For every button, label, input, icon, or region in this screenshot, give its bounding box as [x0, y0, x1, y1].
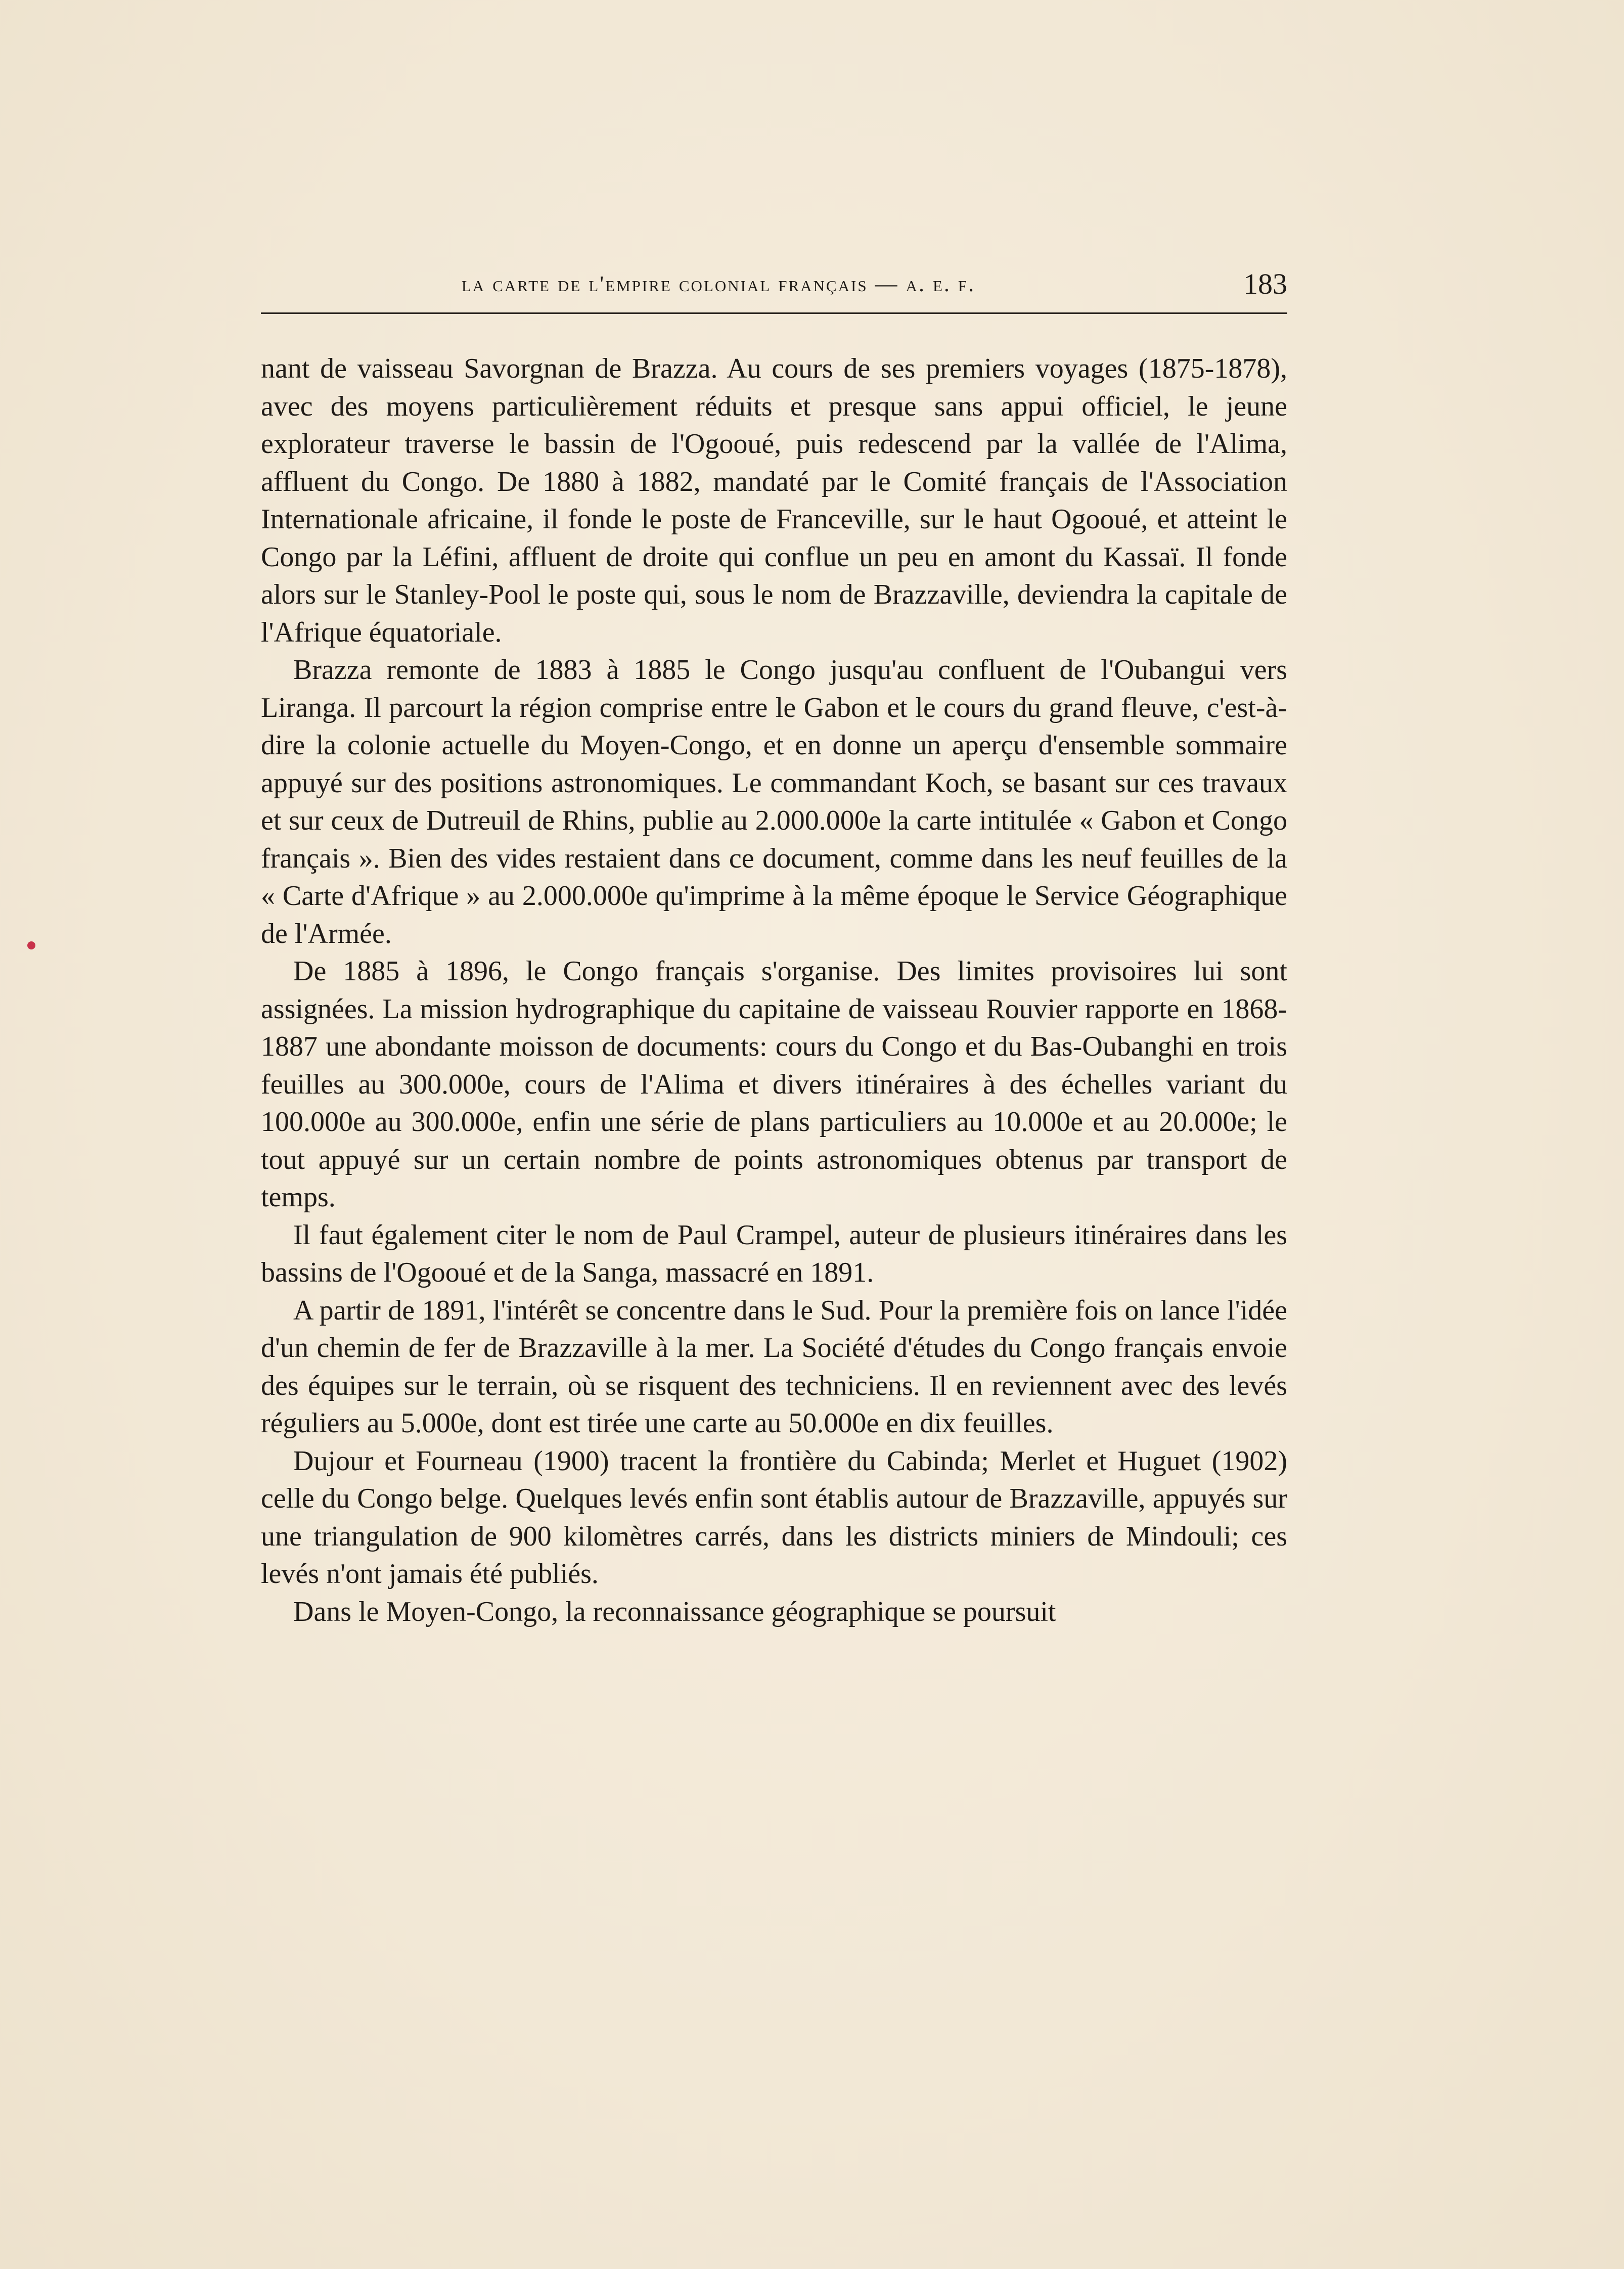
paragraph-1: nant de vaisseau Savorgnan de Brazza. Au cours de ses premiers voyages (1875-1878), avec des moyens particulièrement réduits et presque sans appui officiel, le jeune explorateur traverse le bassin de l'Ogooué, puis redescend par la vallée de l'Alima, affluent du Congo. De 1880 à 1882, mandaté par le Comité français de l'Association Internationale africaine, il fonde le poste de Franceville, sur le haut Ogooué, et atteint le Congo par la Léfini, affluent de droite qui conflue un peu en amont du Kassaï. Il fonde alors sur le Stanley-Pool le poste qui, sous le nom de Brazzaville, deviendra la capitale de l'Afrique équatoriale. — [261, 353, 1287, 648]
margin-dot-mark — [27, 941, 35, 949]
page-number: 183 — [1243, 267, 1287, 300]
paragraph-7: Dans le Moyen-Congo, la reconnaissance géographique se poursuit — [293, 1596, 1056, 1627]
page-header — [261, 267, 1287, 307]
paragraph-3: De 1885 à 1896, le Congo français s'organise. Des limites provisoires lui sont assignées. La mission hydrographique du capitaine de vaisseau Rouvier rapporte en 1868-1887 une abondante moisson de documents: cours du Congo et du Bas-Oubanghi en trois feuilles au 300.000e, cours de l'Alima et divers itinéraires à des échelles variant du 100.000e au 300.000e, enfin une série de plans particuliers au 10.000e et au 20.000e; le tout appuyé sur un certain nombre de points astronomiques obtenus par transport de temps. — [261, 956, 1287, 1213]
paragraph-6: Dujour et Fourneau (1900) tracent la frontière du Cabinda; Merlet et Huguet (1902) celle du Congo belge. Quelques levés enfin sont établis autour de Brazzaville, appuyés sur une triangulation de 900 kilomètres carrés, dans les districts miniers de Mindouli; ces levés n'ont jamais été publiés. — [261, 1445, 1287, 1590]
paragraph-2: Brazza remonte de 1883 à 1885 le Congo jusqu'au confluent de l'Oubangui vers Liranga. Il parcourt la région comprise entre le Gabon et le cours du grand fleuve, c'est-à-dire la colonie actuelle du Moyen-Congo, et en donne un aperçu d'ensemble sommaire appuyé sur des positions astronomiques. Le commandant Koch, se basant sur ces travaux et sur ceux de Dutreuil de Rhins, publie au 2.000.000e la carte intitulée « Gabon et Congo français ». Bien des vides restaient dans ce document, comme dans les neuf feuilles de la « Carte d'Afrique » au 2.000.000e qu'imprime à la même époque le Service Géographique de l'Armée. — [261, 654, 1287, 949]
body-text — [261, 350, 1287, 1630]
paragraph-4: Il faut également citer le nom de Paul Crampel, auteur de plusieurs itinéraires dans les bassins de l'Ogooué et de la Sanga, massacré en 1891. — [261, 1219, 1287, 1288]
running-head: la carte de l'empire colonial français — a. e. f. — [461, 271, 976, 296]
header-rule — [261, 312, 1287, 314]
paragraph-5: A partir de 1891, l'intérêt se concentre dans le Sud. Pour la première fois on lance l'idée d'un chemin de fer de Brazzaville à la mer. La Société d'études du Congo français envoie des équipes sur le terrain, où se risquent des techniciens. Il en reviennent avec des levés réguliers au 5.000e, dont est tirée une carte au 50.000e en dix feuilles. — [261, 1294, 1287, 1439]
